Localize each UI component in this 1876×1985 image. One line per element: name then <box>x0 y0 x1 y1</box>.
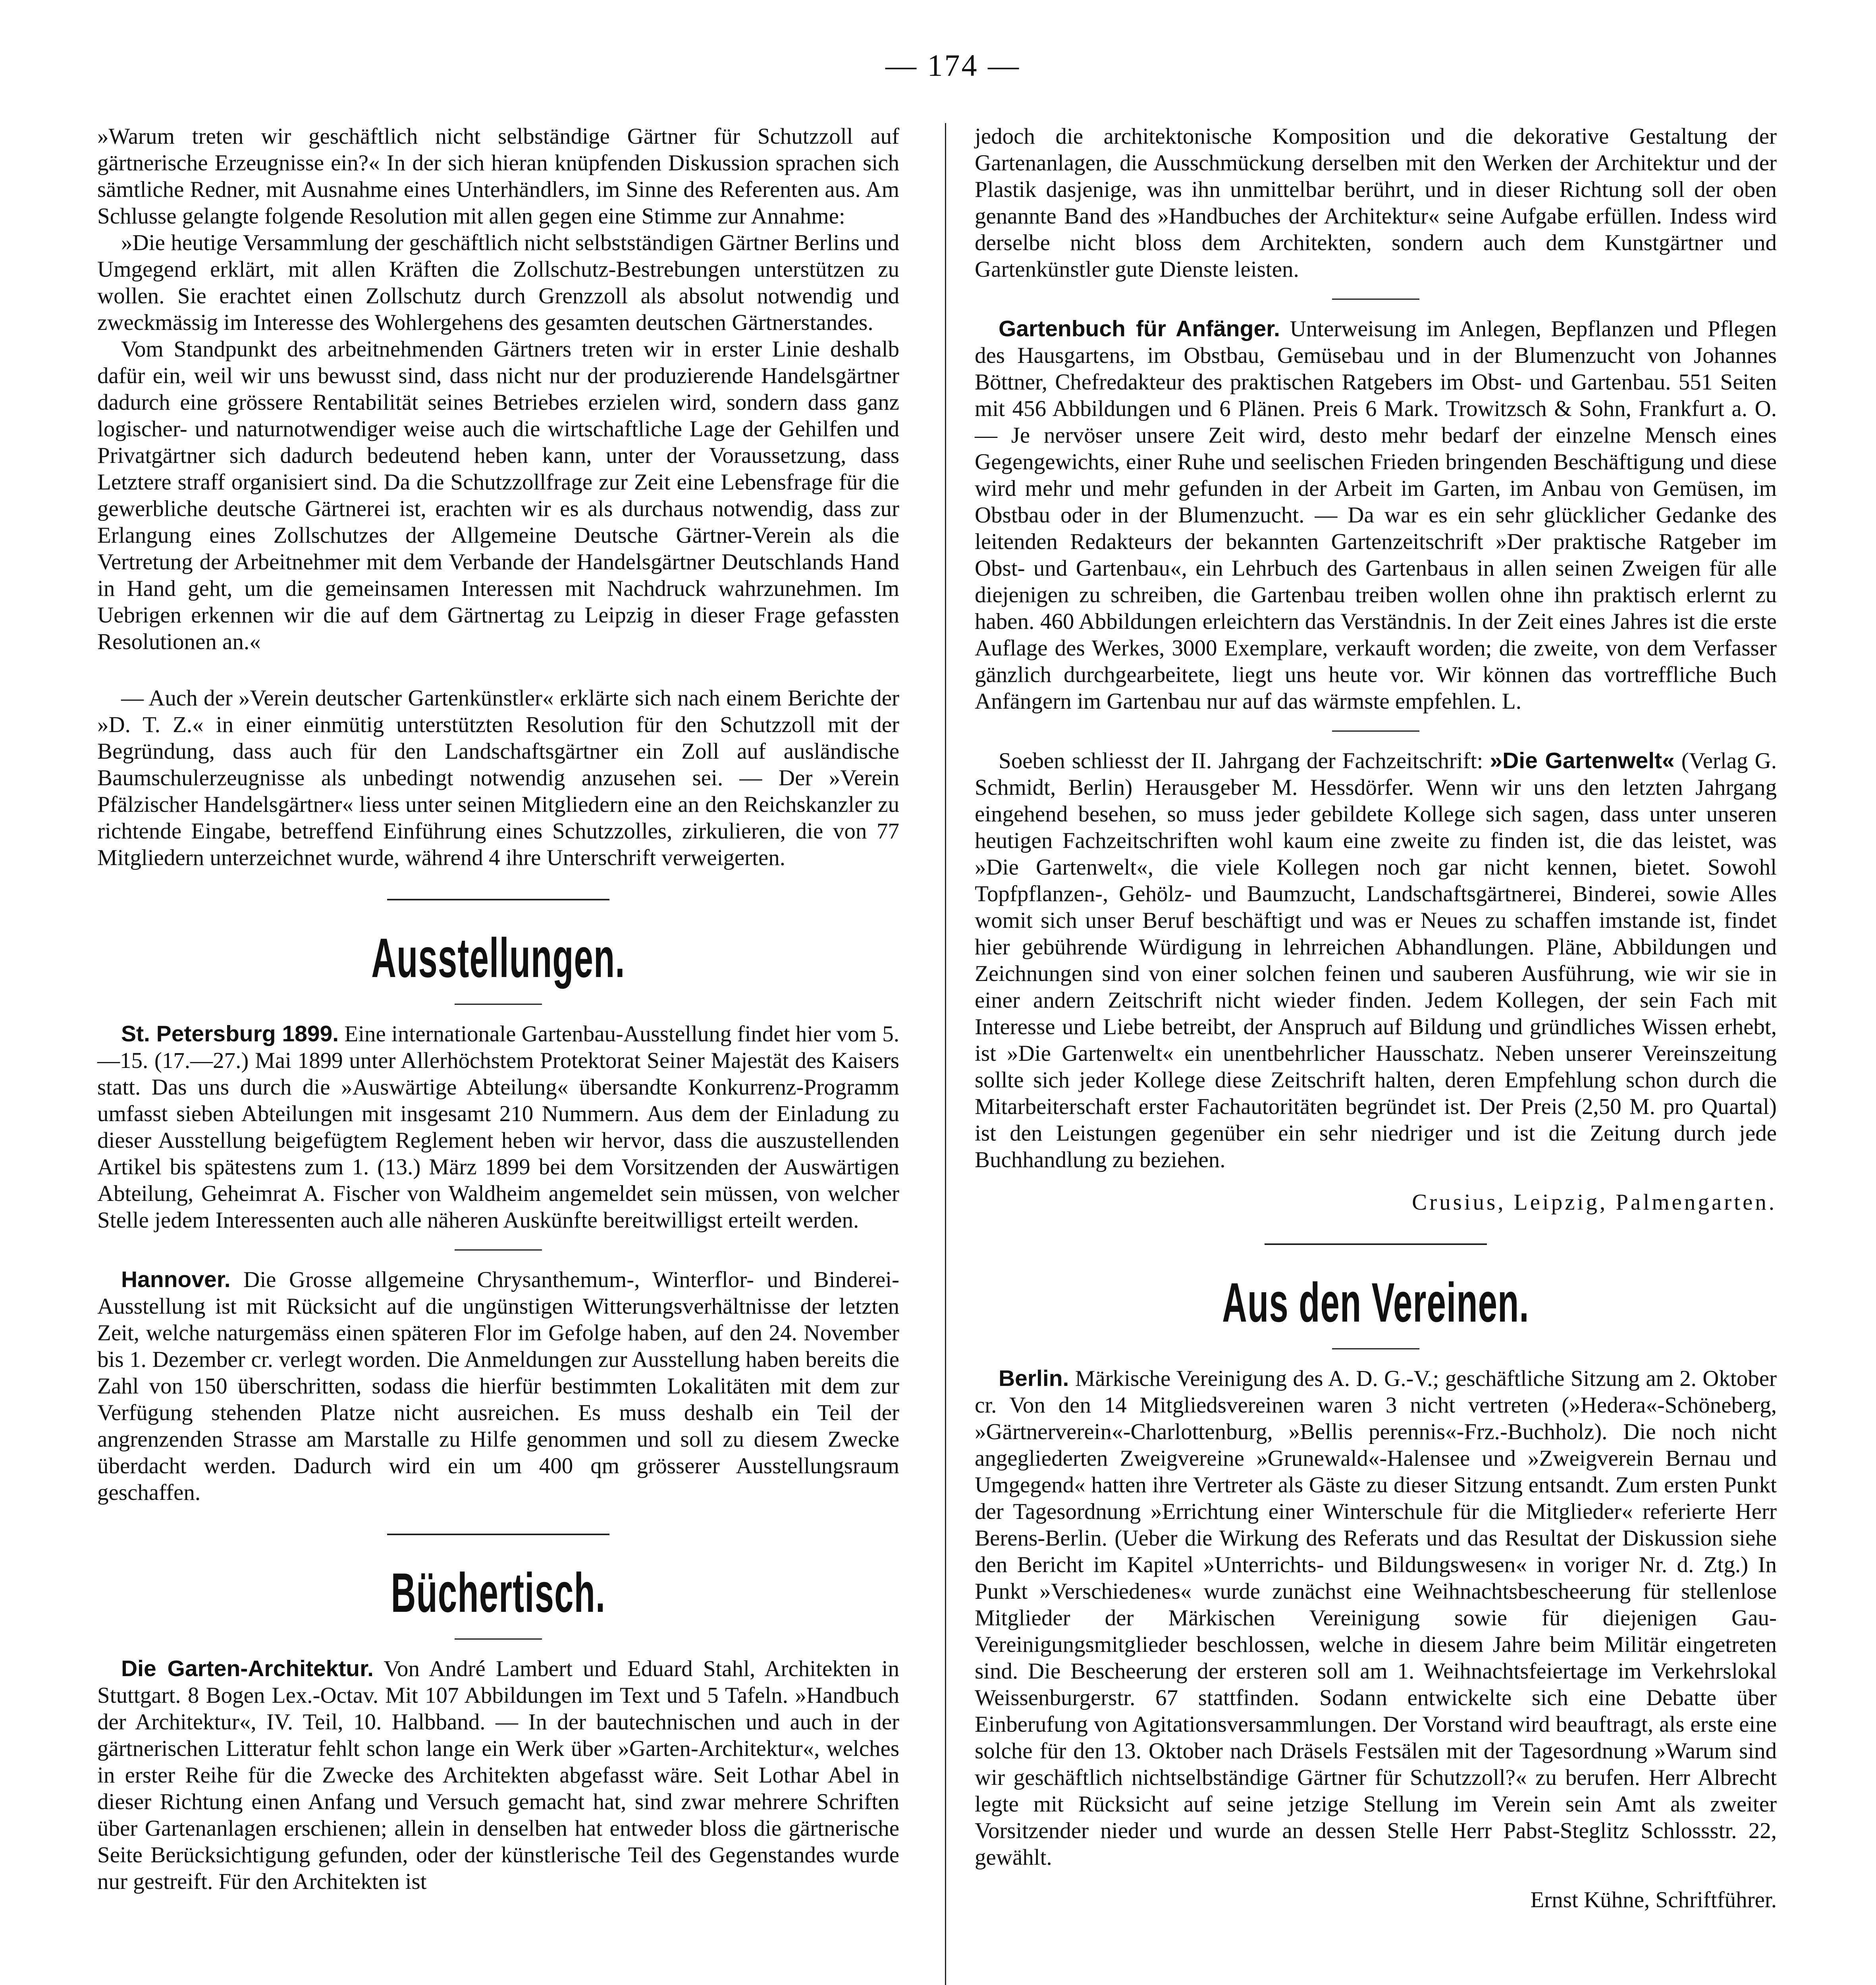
heading-underline <box>455 1004 542 1005</box>
item-lead: Hannover. <box>121 1267 231 1292</box>
item-text: Soeben schliesst der II. Jahrgang der Fachzeitschrift: <box>999 748 1490 773</box>
item-text: Unterweisung im Anlegen, Bepflanzen und Pflegen des Hausgartens, im Obstbau, Gemüsebau und in der Blumenzucht von Johannes Böttner, Chefredakteur des praktischen Ratgebers im Obst- und Gartenbau. 551 Seiten mit 456 Abbildungen und 6 Plänen. Preis 6 Mark. Trowitzsch & Sohn, Frankfurt a. O. — Je nervöser unsere Zeit wird, desto mehr bedarf der einzelne Mensch eines Gegengewichts, einer Ruhe und seelischen Frieden bringenden Beschäftigung und diese wird mehr und mehr gefunden in der Arbeit im Garten, im Anbau von Gemüsen, im Obstbau oder in der Blumenzucht. — Da war es ein sehr glücklicher Gedanke des leitenden Redakteurs der bekannten Gartenzeitschrift »Der praktische Ratgeber im Obst- und Gartenbau«, ein Lehrbuch des Gartenbaus in allen seinen Zweigen für alle diejenigen zu schreiben, die Gartenbau treiben wollen ohne ihn praktisch erlernt zu haben. 460 Abbildungen erleichtern das Verständnis. In der Zeit eines Jahres ist die erste Auflage des Werkes, 3000 Exemplare, verkauft worden; die zweite, von dem Verfasser gänzlich durchgearbeitete, liegt uns heute vor. Wir können das vortreffliche Buch Anfängern im Gartenbau nur auf das wärmste empfehlen. <box>975 316 1777 714</box>
right-column <box>975 123 1777 1913</box>
paragraph-resolution-intro: »Warum treten wir geschäftlich nicht selbständige Gärtner für Schutzzoll auf gärtnerische Erzeugnisse ein?« In der sich hieran knüpfenden Diskussion sprachen sich sämtliche Redner, mit Ausnahme eines Unterhändlers, im Sinne des Referenten aus. Am Schlusse gelangte folgende Resolution mit allen gegen eine Stimme zur Annahme: <box>97 124 899 229</box>
heading-ausstellungen: Ausstellungen. <box>371 927 625 989</box>
item-lead: Gartenbuch für Anfänger. <box>999 316 1280 341</box>
item-lead: St. Petersburg 1899. <box>121 1021 339 1046</box>
section-divider <box>1265 1243 1487 1245</box>
item-gartenbuch <box>975 316 1777 715</box>
paragraph-resolution-text: »Die heutige Versammlung der geschäftlich nicht selbstständigen Gärtner Berlins und Umgegend erklärt, mit allen Kräften die Zollschutz-Bestrebungen unterstützen zu wollen. Sie erachtet einen Zollschutz durch Grenzzoll als absolut notwendig und zweckmässig im Interesse des Wohlergehens des gesamten deutschen Gärtnerstandes. <box>97 230 899 335</box>
item-divider <box>1332 730 1419 732</box>
item-signature: Crusius, Leipzig, Palmengarten. <box>1412 1190 1777 1215</box>
item-berlin <box>975 1365 1777 1871</box>
item-text: (Verlag G. Schmidt, Berlin) Herausgeber M. Hessdörfer. Wenn wir uns den letzten Jahrgang eingehend besehen, so muss jeder gebildete Kollege sich sagen, dass unter unseren heutigen Fachzeitschriften wohl kaum eine zweite zu finden ist, die das leistet, was »Die Gartenwelt«, die viele Kollegen noch gar nicht kennen, bietet. Sowohl Topfpflanzen-, Gehölz- und Baumzucht, Landschaftsgärtnerei, Binderei, sowie Alles womit sich unser Beruf beschäftigt und was er Neues zu schaffen imstande ist, findet hier gebührende Würdigung in lehrreichen Abhandlungen. Pläne, Abbildungen und Zeichnungen sind von einer solchen feinen und sauberen Ausführung, wie wir sie in einer andern Zeitschrift nicht wieder finden. Jedem Kollegen, der sein Fach mit Interesse und Liebe betreibt, der Anspruch auf Bildung und gründliches Wissen erhebt, ist »Die Gartenwelt« ein unentbehrlicher Hausschatz. Neben unserer Vereinszeitung sollte sich jeder Kollege diese Zeitschrift halten, deren Empfehlung schon durch die Mitarbeiterschaft erster Fachautoritäten begründet ist. Der Preis (2,50 M. pro Quartal) ist den Leistungen gegenüber ein sehr niedriger und ist die Zeitung durch jede Buchhandlung zu beziehen. <box>975 748 1777 1172</box>
paragraph-gartenkuenstler: — Auch der »Verein deutscher Gartenkünstler« erklärte sich nach einem Berichte der »D. T. Z.« in einer einmütig unterstützten Resolution für den Schutzzoll mit der Begründung, dass auch für den Landschaftsgärtner ein Zoll auf ausländische Baumschulerzeugnisse als unbedingt notwendig anzusehen sei. — Der »Verein Pfälzischer Handelsgärtner« liess unter seinen Mitgliedern eine an den Reichskanzler zu richtende Eingabe, betreffend Einführung eines Schutzzolles, zirkulieren, die von 77 Mitgliedern unterzeichnet wurde, während 4 ihre Unterschrift verweigerten. <box>97 686 899 870</box>
item-hannover <box>97 1266 899 1506</box>
item-text: Von André Lambert und Eduard Stahl, Architekten in Stuttgart. 8 Bogen Lex.-Octav. Mit 107 Abbildungen im Text und 5 Tafeln. »Handbuch der Architektur«, IV. Teil, 10. Halbband. — In der bautechnischen und auch in der gärtnerischen Litteratur fehlt schon lange ein Werk über »Garten-Architektur«, welches in erster Reihe für die Zwecke des Architekten abgefasst wäre. Seit Lothar Abel in dieser Richtung einen Anfang und Versuch gemacht hat, sind zwar mehrere Schriften über Gartenanlagen erschienen; allein in denselben hat entweder bloss die gärtnerische Seite Berücksichtigung gefunden, oder der künstlerische Teil des Gegenstandes wurde nur gestreift. Für den Architekten ist <box>97 1656 900 1894</box>
item-lead: »Die Gartenwelt« <box>1490 748 1675 773</box>
column-divider <box>945 123 946 1985</box>
heading-underline <box>1332 1348 1419 1349</box>
item-divider <box>1332 299 1419 300</box>
paragraph-standpoint: Vom Standpunkt des arbeitnehmenden Gärtners treten wir in erster Linie deshalb dafür ein, weil wir uns bewusst sind, dass nicht nur der produzierende Handelsgärtner dadurch eine grössere Rentabilität seines Betriebes erzielen wird, sondern dass ganz logischer- und naturnotwendiger weise auch die wirtschaftliche Lage der Gehilfen und Privatgärtner sich dadurch bedeutend heben kann, unter der Voraussetzung, dass Letztere straff organisiert sind. Da die Schutzzollfrage zur Zeit eine Lebensfrage für die gewerbliche deutsche Gärtnerei ist, erachten wir es als durchaus notwendig, dass zur Erlangung eines Zollschutzes der Allgemeine Deutsche Gärtner-Verein als die Vertretung der Arbeitnehmer mit dem Verbande der Handelsgärtner Deutschlands Hand in Hand geht, um die gemeinsamen Interessen mit Nachdruck wahrzunehmen. Im Uebrigen erkennen wir die auf dem Gärtnertag zu Leipzig in dieser Frage gefassten Resolutionen an.« <box>97 337 899 654</box>
item-signature: Ernst Kühne, Schriftführer. <box>1530 1887 1777 1912</box>
heading-aus-den-vereinen: Aus den Vereinen. <box>1222 1271 1529 1334</box>
item-text: Die Grosse allgemeine Chrysanthemum-, Winterflor- und Binderei-Ausstellung ist mit Rücksicht auf die ungünstigen Witterungsverhältnisse der letzten Zeit, welche naturgemäss einen späteren Flor im Gefolge haben, auf den 24. November bis 1. Dezember cr. verlegt worden. Die Anmeldungen zur Ausstellung haben bereits die Zahl von 150 überschritten, sodass die hierfür bestimmten Lokalitäten mit dem zur Verfügung stehenden Platze nicht ausreichen. Es muss deshalb ein Teil der angrenzenden Strasse am Marstalle zu Hilfe genommen und soll zu diesem Zwecke überdacht werden. Dadurch wird ein um 400 qm grösserer Ausstellungsraum geschaffen. <box>97 1267 899 1505</box>
left-column <box>97 123 899 1895</box>
item-text: Märkische Vereinigung des A. D. G.-V.; geschäftliche Sitzung am 2. Oktober cr. Von den 14 Mitgliedsvereinen waren 3 nicht vertreten (»Hedera«-Schöneberg, »Gärtnerverein«-Charlottenburg, »Bellis perennis«-Frz.-Buchholz). Die noch nicht angegliederten Zweigvereine »Grunewald«-Halensee und »Zweigverein Bernau und Umgegend« hatten ihre Vertreter als Gäste zu dieser Sitzung entsandt. Zum ersten Punkt der Tagesordnung »Errichtung einer Winterschule für die Mitglieder« referierte Herr Berens-Berlin. (Ueber die Wirkung des Referats und das Resultat der Diskussion siehe den Bericht im Kapitel »Unterrichts- und Bildungswesen« in voriger Nr. d. Ztg.) In Punkt »Verschiedenes« wurde zunächst eine Weihnachtsbescheerung für stellenlose Mitglieder der Märkischen Vereinigung sowie für diejenigen Gau-Vereinigungsmitglieder beschlossen, welche in diesem Jahre beim Militär eingetreten sind. Die Bescheerung der ersteren soll am 1. Weihnachtsfeiertage im Verkehrslokal Weissenburgerstr. 67 stattfinden. Sodann entwickelte sich eine Debatte über Einberufung von Agitationsversammlungen. Der Vorstand wird beauftragt, als erste eine solche für den 13. Oktober nach Dräsels Festsälen mit der Tagesordnung »Warum sind wir geschäftlich nichtselbständige Gärtner für Schutzzoll?« zu berufen. Herr Albrecht legte mit Rücksicht auf seine jetzige Stellung im Verein sein Amt als zweiter Vorsitzender nieder und wurde an dessen Stelle Herr Pabst-Steglitz Schlossstr. 22, gewählt. <box>975 1366 1777 1870</box>
item-garten-architektur-continued: jedoch die architektonische Komposition und die dekorative Gestaltung der Gartenanlagen, die Ausschmückung derselben mit den Werken der Architektur und der Plastik dasjenige, was ihn unmittelbar berührt, und in dieser Richtung soll der oben genannte Band des »Handbuches der Architektur« seine Aufgabe erfüllen. Indess wird derselbe nicht bloss dem Architekten, sondern auch dem Kunstgärtner und Gartenkünstler gute Dienste leisten. <box>975 124 1777 282</box>
item-garten-architektur <box>97 1655 899 1895</box>
heading-underline <box>455 1638 542 1640</box>
item-text: Eine internationale Gartenbau-Ausstellung findet hier vom 5.—15. (17.—27.) Mai 1899 unter Allerhöchstem Protektorat Seiner Majestät des Kaisers statt. Das uns durch die »Auswärtige Abteilung« übersandte Konkurrenz-Programm umfasst sieben Abteilungen mit insgesamt 210 Nummern. Aus dem der Einladung zu dieser Ausstellung beigefügtem Reglement heben wir hervor, dass die auszustellenden Artikel bis spätestens zum 1. (13.) März 1899 bei dem Vorsitzenden der Auswärtigen Abteilung, Geheimrat A. Fischer von Waldheim angemeldet sein müssen, von welcher Stelle jedem Interessenten auch alle näheren Auskünfte bereitwilligst erteilt werden. <box>97 1021 899 1233</box>
item-divider <box>455 1249 542 1251</box>
item-lead: Berlin. <box>999 1366 1069 1391</box>
section-divider <box>387 1534 609 1535</box>
section-divider <box>387 899 609 900</box>
page-number: — 174 — <box>885 48 1020 83</box>
item-gartenwelt <box>975 748 1777 1173</box>
item-lead: Die Garten-Architektur. <box>121 1656 374 1681</box>
heading-buechertisch: Büchertisch. <box>391 1561 606 1624</box>
item-signature: L. <box>1502 689 1521 714</box>
item-st-petersburg <box>97 1021 899 1233</box>
